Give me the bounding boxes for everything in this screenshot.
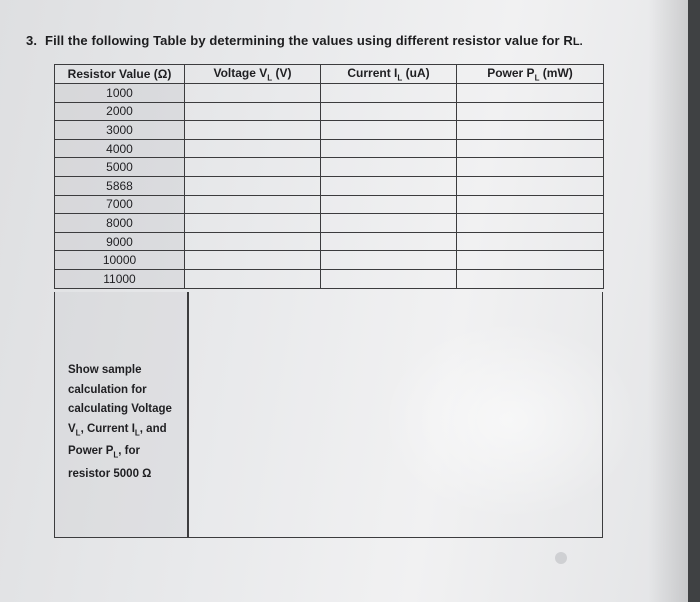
resistor-value: 10000 [55,251,185,270]
voltage-cell[interactable] [185,158,321,177]
resistor-value: 1000 [55,84,185,103]
calculation-instructions: Show sample calculation for calculating Voltage $V_L$, Current $I_L$, and Power $P_L$, for resistor 5000 Ω [68,364,172,481]
current-cell[interactable] [321,102,457,121]
resistor-value: 9000 [55,232,185,251]
resistor-value: 2000 [55,102,185,121]
power-cell[interactable] [457,176,604,195]
power-cell[interactable] [457,195,604,214]
voltage-cell[interactable] [185,195,321,214]
current-cell[interactable] [321,214,457,233]
voltage-cell[interactable] [185,84,321,103]
power-cell[interactable] [457,158,604,177]
power-cell[interactable] [457,84,604,103]
power-cell[interactable] [457,139,604,158]
header-power: Power $P_L$ (mW) [457,65,604,84]
voltage-cell[interactable] [185,251,321,270]
power-cell[interactable] [457,251,604,270]
voltage-cell[interactable] [185,214,321,233]
table-row [55,102,604,121]
resistor-value: 3000 [55,121,185,140]
voltage-cell[interactable] [185,232,321,251]
table-row [55,232,604,251]
resistor-value: 5868 [55,176,185,195]
voltage-cell[interactable] [185,269,321,288]
voltage-cell[interactable] [185,139,321,158]
power-cell[interactable] [457,269,604,288]
table-row [55,195,604,214]
table-row [55,214,604,233]
power-cell[interactable] [457,121,604,140]
resistor-value: 4000 [55,139,185,158]
resistor-table [54,64,604,289]
paper-spot [555,552,567,564]
current-cell[interactable] [321,251,457,270]
current-cell[interactable] [321,158,457,177]
table-row [55,84,604,103]
calculation-work-area[interactable] [188,292,603,538]
question-number: 3. [26,33,38,48]
header-resistor: Resistor Value (Ω) [55,65,185,84]
resistor-value: 11000 [55,269,185,288]
question-subscript: L. [572,36,583,48]
table-row [55,158,604,177]
voltage-cell[interactable] [185,176,321,195]
power-cell[interactable] [457,102,604,121]
header-voltage: Voltage $V_L$ (V) [185,65,321,84]
table-row [55,269,604,288]
header-current: Current $I_L$ (uA) [321,65,457,84]
current-cell[interactable] [321,176,457,195]
current-cell[interactable] [321,84,457,103]
current-cell[interactable] [321,121,457,140]
table-row [55,121,604,140]
resistor-value: 5000 [55,158,185,177]
power-cell[interactable] [457,214,604,233]
power-cell[interactable] [457,232,604,251]
resistor-value: 7000 [55,195,185,214]
table-row [55,176,604,195]
table-row [55,139,604,158]
table-row [55,251,604,270]
resistor-value: 8000 [55,214,185,233]
question-3 [26,33,583,48]
voltage-cell[interactable] [185,121,321,140]
current-cell[interactable] [321,232,457,251]
current-cell[interactable] [321,269,457,288]
table-header-row [55,65,604,84]
paper-edge-shadow [648,0,688,602]
current-cell[interactable] [321,139,457,158]
question-text: Fill the following Table by determining the values using different resistor value for R [45,33,573,48]
current-cell[interactable] [321,195,457,214]
voltage-cell[interactable] [185,102,321,121]
calculation-label-cell [54,292,188,538]
